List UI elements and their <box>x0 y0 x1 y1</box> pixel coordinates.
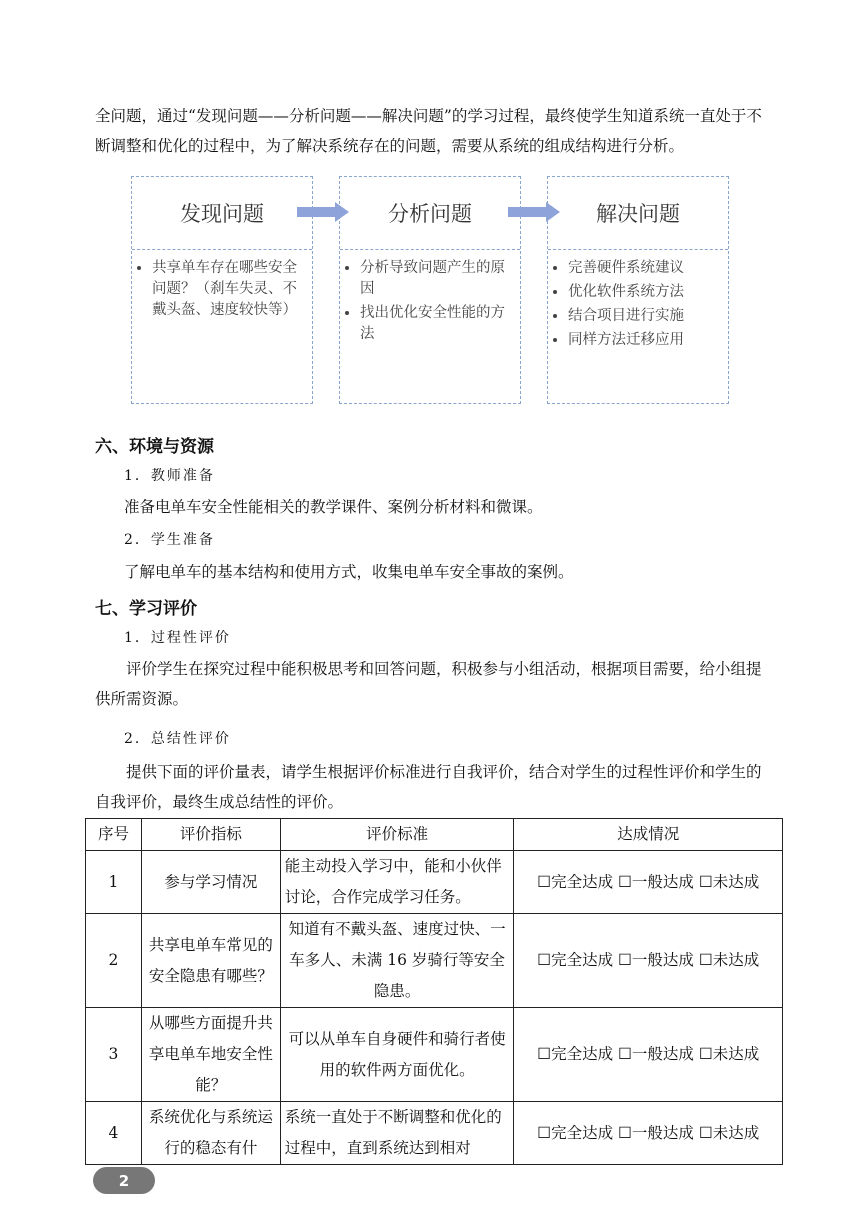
intro-paragraph: 全问题，通过“发现问题——分析问题——解决问题”的学习过程，最终使学生知道系统一直处于不断调整和优化的过程中，为了解决系统存在的问题，需要从系统的组成结构进行分析。 <box>95 107 762 155</box>
diagram-list-item: • 共享单车存在哪些安全问题？（刹车失灵、不戴头盔、速度较快等） <box>152 258 306 321</box>
table-cell-no: 4 <box>86 1102 142 1165</box>
section-heading: 六、环境与资源 <box>95 437 214 457</box>
diagram-list-item: • 分析导致问题产生的原因 <box>360 258 514 300</box>
table-cell-status: ☐完全达成 ☐一般达成 ☐未达成 <box>514 1102 783 1165</box>
table-cell-indicator: 共享电单车常见的安全隐患有哪些？ <box>141 914 280 1008</box>
table-row <box>86 1102 783 1165</box>
evaluation-table <box>85 818 783 1165</box>
diagram-list-item: • 找出优化安全性能的方法 <box>360 303 514 345</box>
table-cell-standard: 能主动投入学习中，能和小伙伴讨论，合作完成学习任务。 <box>280 851 514 914</box>
diagram-list-item: • 完善硬件系统建议 <box>568 258 722 279</box>
table-cell-indicator: 参与学习情况 <box>141 851 280 914</box>
diagram-box-discover <box>131 176 313 404</box>
body-text: 了解电单车的基本结构和使用方式，收集电单车安全事故的案例。 <box>124 563 574 581</box>
diagram-box-title: 发现问题 <box>132 177 312 250</box>
diagram-list-item: • 优化软件系统方法 <box>568 282 722 303</box>
table-cell-status: ☐完全达成 ☐一般达成 ☐未达成 <box>514 914 783 1008</box>
table-cell-no: 2 <box>86 914 142 1008</box>
table-header-cell: 达成情况 <box>514 819 783 851</box>
table-cell-standard: 知道有不戴头盔、速度过快、一车多人、未满 16 岁骑行等安全隐患。 <box>280 914 514 1008</box>
body-paragraph: 评价学生在探究过程中能积极思考和回答问题，积极参与小组活动，根据项目需要，给小组提供所需资源。 <box>95 660 762 708</box>
subsection-title: 2．学生准备 <box>124 532 215 548</box>
table-cell-indicator: 系统优化与系统运行的稳态有什 <box>141 1102 280 1165</box>
table-cell-standard: 可以从单车自身硬件和骑行者使用的软件两方面优化。 <box>280 1008 514 1102</box>
diagram-list-item: • 同样方法迁移应用 <box>568 330 722 351</box>
body-text: 准备电单车安全性能相关的教学课件、案例分析材料和微课。 <box>124 498 543 516</box>
table-header-cell: 评价指标 <box>141 819 280 851</box>
table-row <box>86 914 783 1008</box>
subsection-title: 2．总结性评价 <box>124 731 231 747</box>
table-row <box>86 1008 783 1102</box>
table-header-row <box>86 819 783 851</box>
diagram-box-list <box>132 250 312 321</box>
table-cell-standard: 系统一直处于不断调整和优化的过程中，直到系统达到相对 <box>280 1102 514 1165</box>
diagram-box-analyze <box>339 176 521 404</box>
diagram-box-list <box>340 250 520 345</box>
page-number-badge: 2 <box>93 1167 155 1194</box>
table-cell-status: ☐完全达成 ☐一般达成 ☐未达成 <box>514 1008 783 1102</box>
table-header-cell: 序号 <box>86 819 142 851</box>
subsection-title: 1．教师准备 <box>124 468 215 484</box>
table-header-cell: 评价标准 <box>280 819 514 851</box>
body-paragraph: 提供下面的评价量表，请学生根据评价标准进行自我评价，结合对学生的过程性评价和学生的自我评价，最终生成总结性的评价。 <box>95 763 762 811</box>
diagram-box-title: 解决问题 <box>548 177 728 250</box>
diagram-list-item: • 结合项目进行实施 <box>568 306 722 327</box>
table-cell-indicator: 从哪些方面提升共享电单车地安全性能？ <box>141 1008 280 1102</box>
table-row <box>86 851 783 914</box>
table-cell-status: ☐完全达成 ☐一般达成 ☐未达成 <box>514 851 783 914</box>
table-cell-no: 3 <box>86 1008 142 1102</box>
section-heading: 七、学习评价 <box>95 599 197 619</box>
diagram-box-title: 分析问题 <box>340 177 520 250</box>
subsection-title: 1．过程性评价 <box>124 630 231 646</box>
diagram-box-list <box>548 250 728 351</box>
diagram-box-solve <box>547 176 729 404</box>
table-cell-no: 1 <box>86 851 142 914</box>
